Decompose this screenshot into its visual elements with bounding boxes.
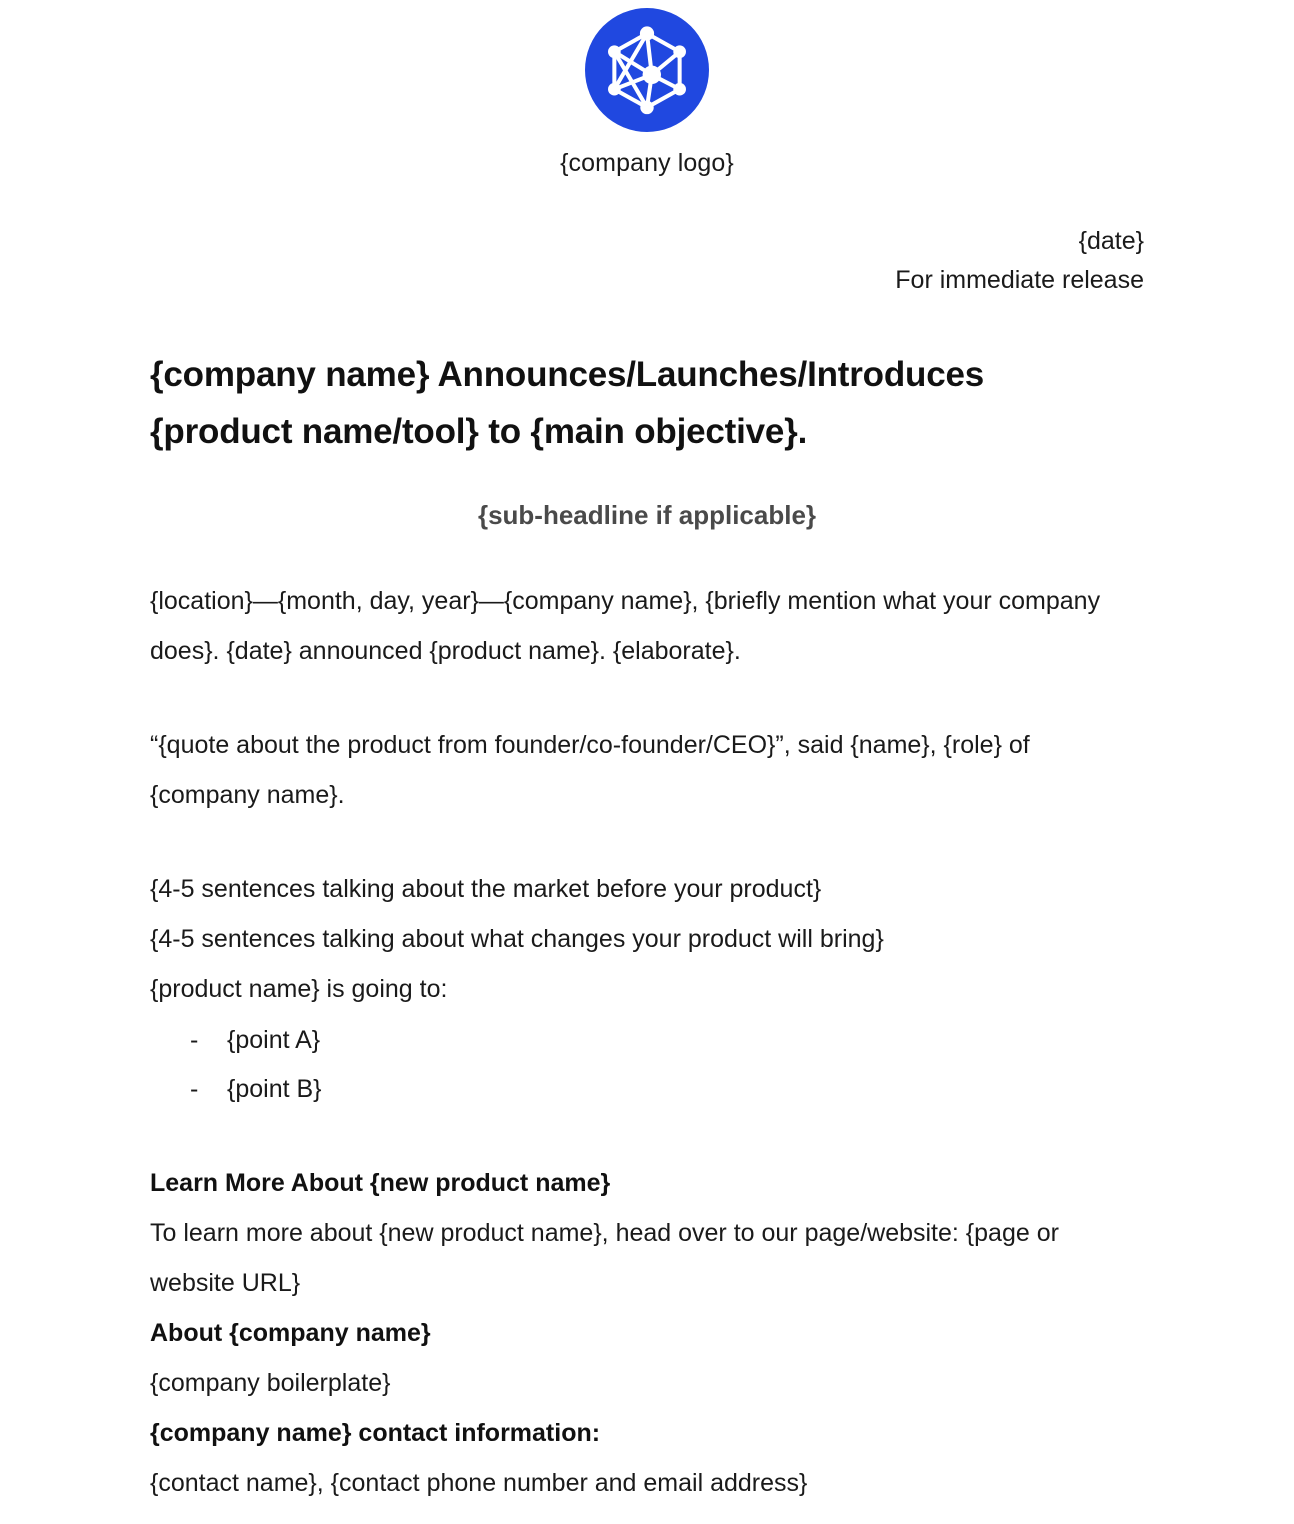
section-heading: About {company name}: [150, 1319, 431, 1347]
logo-caption: {company logo}: [560, 149, 734, 177]
bullet-label: {point A}: [227, 1026, 321, 1054]
bullet-list: [150, 1016, 1144, 1114]
logo-block: [0, 0, 1294, 178]
body-line-going-to: {product name} is going to:: [150, 975, 448, 1003]
document-content: [0, 346, 1294, 1508]
section-about-company: [150, 1308, 1144, 1408]
body-lines: [150, 864, 1144, 1014]
section-heading: {company name} contact information:: [150, 1419, 601, 1447]
section-body: {contact name}, {contact phone number and email address}: [150, 1469, 808, 1497]
company-logo-badge: [585, 8, 709, 132]
headline: {company name} Announces/Launches/Introduces {product name/tool} to {main objective}.: [150, 355, 984, 451]
bullet-label: {point B}: [227, 1075, 322, 1103]
list-item: [150, 1065, 1144, 1114]
release-note: For immediate release: [895, 266, 1144, 294]
body-line-market: {4-5 sentences talking about the market before your product}: [150, 875, 822, 903]
lead-paragraph: {location}—{month, day, year}—{company name}, {briefly mention what your company does}. {date} announced {product name}. {elaborate}.: [150, 587, 1101, 665]
body-line-changes: {4-5 sentences talking about what changes your product will bring}: [150, 925, 884, 953]
network-graph-icon: [599, 22, 695, 118]
quote-paragraph: “{quote about the product from founder/co-founder/CEO}”, said {name}, {role} of {company name}.: [150, 731, 1030, 809]
section-contact-information: [150, 1408, 1144, 1508]
release-meta: [0, 222, 1294, 300]
section-heading: Learn More About {new product name}: [150, 1169, 611, 1197]
release-date: {date}: [1078, 227, 1144, 255]
list-item: [150, 1016, 1144, 1065]
subheadline: {sub-headline if applicable}: [477, 500, 817, 530]
bullet-marker: -: [190, 1075, 199, 1103]
section-body: To learn more about {new product name}, head over to our page/website: {page or website URL}: [150, 1219, 1059, 1297]
bullet-marker: -: [190, 1026, 199, 1054]
section-learn-more: [150, 1158, 1144, 1308]
section-body: {company boilerplate}: [150, 1369, 391, 1397]
